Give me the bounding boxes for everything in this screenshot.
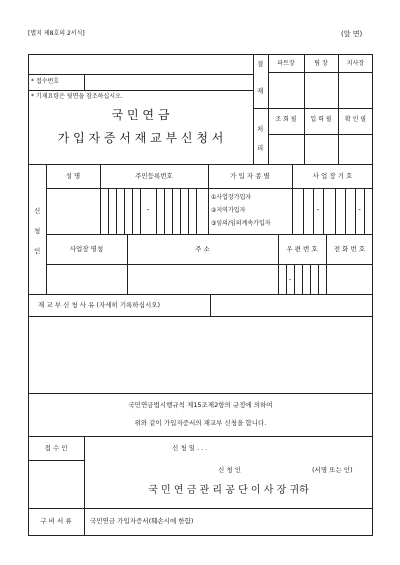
process-header-inquiry: 조 회 필 [275,116,297,123]
applicant-label-3: 인 [34,247,41,255]
approval-header-part-leader: 파트장 [277,60,295,67]
header-workplace-code: 사 업 장 기 호 [312,172,353,180]
approval-header-team-leader: 팀 장 [314,60,328,67]
member-type-option-2: ②지역가입자 [211,207,246,214]
recipient: 국 민 연 금 관 리 공 단 이 사 장 귀하 [148,485,309,496]
application-date-label: 신 청 일 . . . [172,444,208,452]
process-label-2: 리 [257,144,264,152]
member-type-option-1: ①사업장가입자 [211,194,252,201]
title-line-2: 가 입 자 증 서 재 교 부 신 청 서 [57,131,224,145]
process-header-confirm: 확 인 필 [344,116,367,123]
member-type-option-3: ③임의/임의계속가입자 [211,220,271,227]
instruction-note: * 기재요령은 뒷면을 참조하십시오. [31,93,123,100]
statement-line-1: 국민연금법시행규칙 제15조제2항의 규정에 의하여 [128,401,273,409]
header-workplace-name: 사업장 명칭 [69,245,104,253]
approval-label-2: 재 [257,87,264,95]
approval-label-1: 결 [257,60,264,68]
header-phone: 전 화 번 호 [333,245,366,253]
attachments-value: 국민연금 가입자증서(훼손시에 한함) [90,517,194,525]
header-rrn: 주민등록번호 [135,172,173,180]
approval-header-branch-head: 지사장 [346,60,365,67]
process-label-1: 처 [257,125,264,133]
header-address: 주 소 [195,245,210,253]
side-label: (앞 면) [341,30,363,38]
process-header-input: 입 력 필 [310,116,332,123]
signature-note: (서명 또는 인) [312,466,353,474]
postal-code-dash: - [288,276,292,284]
receipt-number-label: * 접수번호 [31,78,60,85]
rrn-dash: - [146,206,150,214]
form-number: [별지 제8호의 2서식] [28,30,85,37]
applicant-label-1: 신 [34,207,41,215]
statement-line-2: 위와 같이 가입자증서의 재교부 신청을 합니다. [134,419,267,427]
reason-label: 재 교 부 신 청 사 유 (자세히 기록하십시오) [38,301,161,309]
workplace-code-dash-2: - [358,206,361,214]
applicant-label-2: 청 [34,227,41,235]
header-name: 성 명 [65,172,81,180]
form-frame [28,54,373,536]
attachments-label: 구 비 서 류 [40,517,72,525]
header-postal-code: 우 편 번 호 [286,245,318,253]
reception-label: 접 수 인 [44,444,68,452]
header-member-type: 가 입 자 종 별 [230,172,270,180]
workplace-code-dash-1: - [316,206,320,214]
title-line-1: 국 민 연 금 [111,108,170,122]
applicant-sign-label: 신 청 인 [218,466,241,474]
